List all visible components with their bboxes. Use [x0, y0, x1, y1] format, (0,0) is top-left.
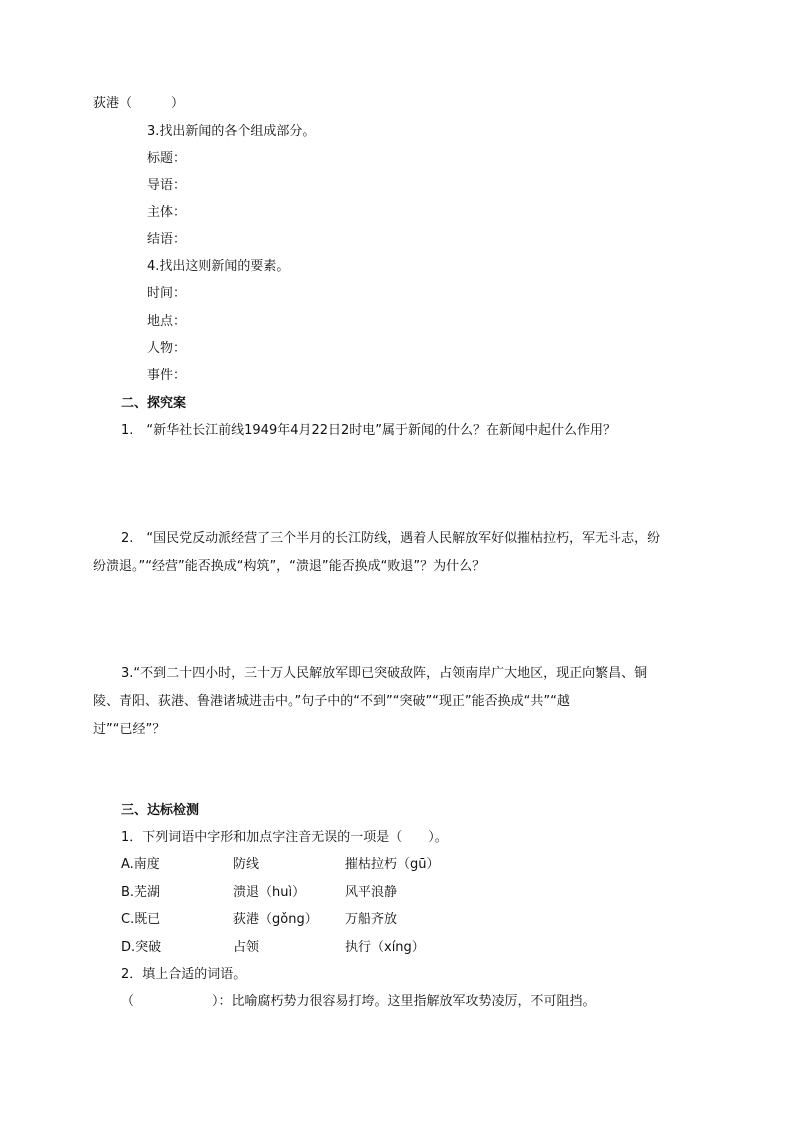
field-ending: 结语： [147, 232, 187, 247]
task3-title: 3.找出新闻的各个组成部分。 [147, 124, 316, 139]
option-b-label: B.芜湖 [121, 885, 161, 900]
section2-q1: 1. “新华社长江前线1949年4月22日2时电”属于新闻的什么？在新闻中起什么作用？ [121, 423, 617, 438]
section3-q2-fill: （ ）：比喻腐朽势力很容易打垮。这里指解放军攻势凌厉，不可阻挡。 [121, 994, 596, 1009]
section2-heading: 二、探究案 [121, 396, 187, 411]
option-b-word2: 溃退（huì） [233, 885, 306, 900]
section3-q2: 2．填上合适的词语。 [121, 967, 247, 982]
partial-line: 荻港（ ） [93, 96, 185, 111]
option-c-word3: 万船齐放 [345, 912, 398, 927]
task4-title: 4.找出这则新闻的要素。 [147, 259, 290, 274]
option-a-word2: 防线 [233, 857, 260, 872]
option-d-word2: 占领 [233, 940, 260, 955]
field-lead: 导语： [147, 178, 187, 193]
option-a-word3: 摧枯拉朽（gū） [345, 857, 440, 872]
section2-q3-line3: 过”“已经”？ [93, 722, 166, 737]
option-c-word2: 荻港（gǒng） [233, 912, 318, 927]
section3-heading: 三、达标检测 [121, 803, 200, 818]
section2-q2-line2: 纷溃退。”“经营”能否换成“构筑”，“溃退”能否换成“败退”？为什么？ [93, 559, 486, 574]
field-time: 时间： [147, 286, 187, 301]
field-body: 主体： [147, 205, 187, 220]
section2-q3-line1: 3.“不到二十四小时，三十万人民解放军即已突破敌阵，占领南岸广大地区，现正向繁昌、铜 [121, 666, 648, 681]
option-d-label: D.突破 [121, 940, 162, 955]
option-b-word3: 风平浪静 [345, 885, 398, 900]
field-event: 事件： [147, 368, 187, 383]
field-title: 标题： [147, 151, 187, 166]
option-a-label: A.南度 [121, 857, 160, 872]
section3-q1: 1．下列词语中字形和加点字注音无误的一项是（ ）。 [121, 830, 448, 845]
section2-q3-line2: 陵、青阳、荻港、鲁港诸城进击中。”句子中的“不到”“突破”“现正”能否换成“共”“越 [93, 694, 570, 709]
field-people: 人物： [147, 341, 187, 356]
option-d-word3: 执行（xíng） [345, 940, 425, 955]
field-place: 地点： [147, 314, 187, 329]
option-c-label: C.既已 [121, 912, 161, 927]
section2-q2-line1: 2. “国民党反动派经营了三个半月的长江防线，遇着人民解放军好似摧枯拉朽，军无斗志，纷 [121, 531, 661, 546]
